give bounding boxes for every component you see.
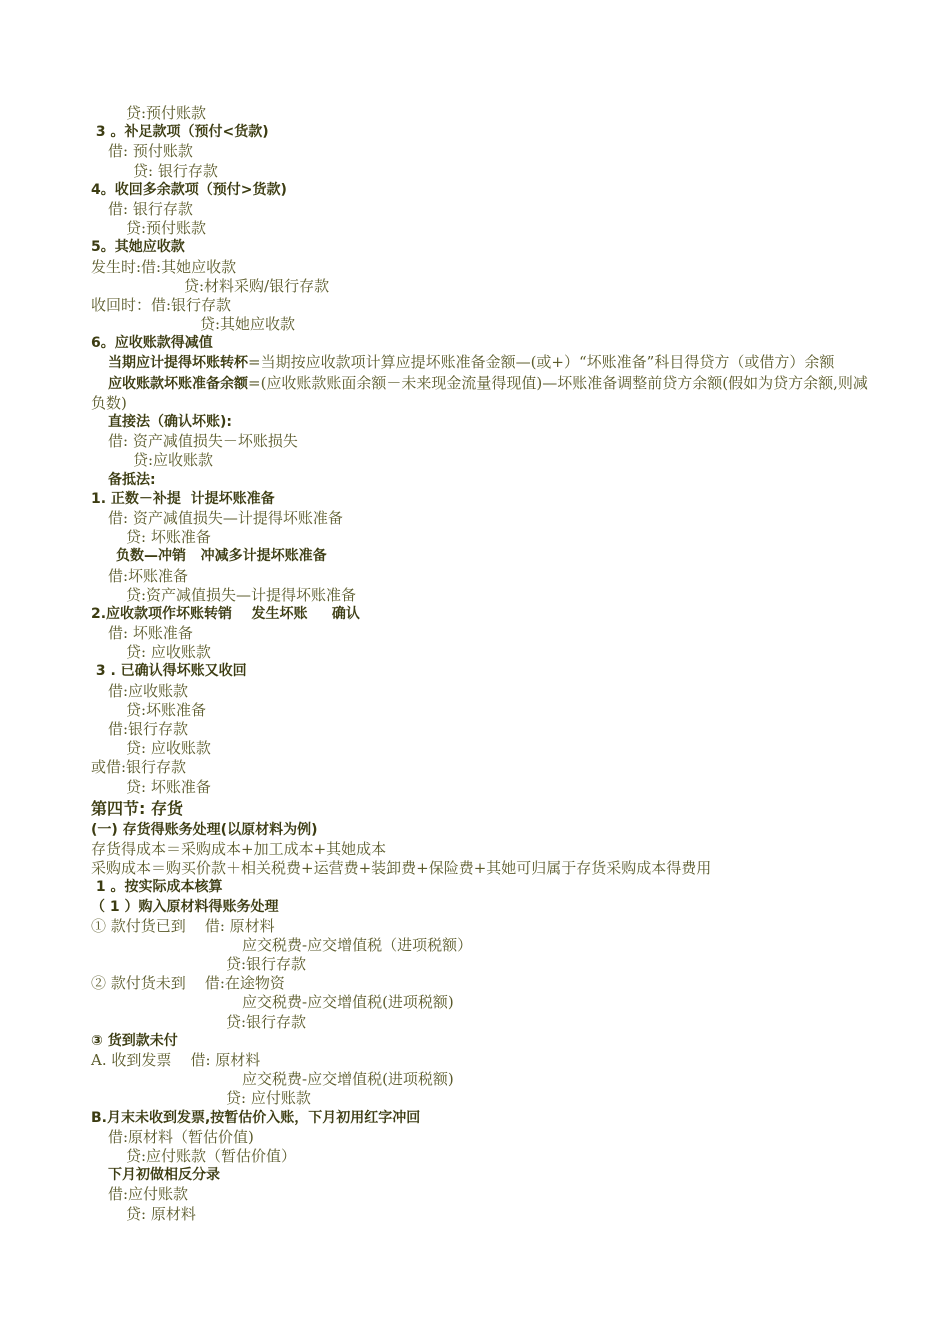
text-line: 贷:银行存款 [226, 1012, 307, 1031]
formula-term: 当期应计提得坏账转杯 [108, 355, 248, 372]
text-line: 贷: 原材料 [126, 1204, 196, 1223]
text-line: 借:银行存款 [108, 720, 189, 739]
text-line: 贷:应收账款 [133, 451, 214, 470]
item-heading: B.月末未收到发票,按暂估价入账，下月初用红字冲回 [91, 1109, 421, 1126]
text-line: 借: 资产减值损失—计提得坏账准备 [108, 508, 343, 527]
text-line: 贷:预付账款 [126, 219, 207, 238]
text-line: ② 款付货未到 借:在途物资 [91, 974, 285, 993]
text-line: 贷:预付账款 [126, 104, 207, 122]
text-line: 借: 资产减值损失－坏账损失 [108, 432, 298, 451]
item-heading: 下月初做相反分录 [108, 1167, 220, 1184]
item-heading: 2.应收款项作坏账转销 发生坏账 确认 [91, 605, 360, 622]
text-line: 应交税费-应交增值税（进项税额） [242, 935, 473, 954]
text-line: 贷: 银行存款 [133, 161, 218, 180]
text-line: 存货得成本＝采购成本+加工成本+其她成本 [91, 839, 387, 858]
text-line: 借:坏账准备 [108, 566, 189, 585]
item-heading: 4。收回多余款项（预付>货款) [91, 181, 287, 198]
item-heading: 备抵法: [108, 471, 156, 488]
document-body [91, 104, 871, 1224]
formula-paragraph [91, 353, 871, 373]
text-line: 采购成本＝购买价款＋相关税费+运营费+装卸费+保险费+其她可归属于存货采购成本得费用 [91, 859, 712, 878]
item-heading: 1 。按实际成本核算 [91, 879, 223, 896]
item-heading: 1. 正数－补提 计提坏账准备 [91, 490, 275, 507]
text-line: 贷:应付账款（暂估价值） [126, 1146, 297, 1165]
item-heading: 6。应收账款得减值 [91, 335, 213, 352]
text-line: ① 款付货已到 借: 原材料 [91, 916, 275, 935]
text-line: 贷: 应收账款 [126, 739, 211, 758]
text-line: 应交税费-应交增值税(进项税额) [242, 1070, 454, 1089]
text-line: 贷: 坏账准备 [126, 777, 211, 796]
formula-text: =(应收账款账面余额－未来现金流量得现值)—坏账准备调整前贷方余额(假如为贷方余额,则减负数) [91, 373, 868, 412]
text-line: A. 收到发票 借: 原材料 [91, 1051, 261, 1070]
text-line: 借:应付账款 [108, 1185, 189, 1204]
item-heading: ③ 货到款未付 [91, 1032, 178, 1049]
text-line: 贷:资产减值损失—计提得坏账准备 [126, 585, 357, 604]
section-title: 第四节: 存货 [91, 798, 183, 818]
item-heading: （ 1 ）购入原材料得账务处理 [91, 898, 279, 915]
item-heading: 直接法（确认坏账): [108, 414, 232, 431]
formula-text: =当期按应收款项计算应提坏账准备金额—(或+）“坏账准备”科目得贷方（或借方）余额 [248, 353, 835, 372]
text-line: 贷: 坏账准备 [126, 528, 211, 547]
text-line: 借: 银行存款 [108, 199, 193, 218]
text-line: 贷:坏账准备 [126, 700, 207, 719]
text-line: 或借:银行存款 [91, 758, 187, 777]
formula-term: 应收账款坏账准备余额 [108, 375, 248, 392]
item-heading: 3 。补足款项（预付<货款) [91, 124, 269, 141]
text-line: 应交税费-应交增值税(进项税额) [242, 993, 454, 1012]
text-line: 贷: 应付账款 [226, 1089, 311, 1108]
item-heading: (一) 存货得账务处理(以原材料为例) [91, 821, 318, 838]
text-line: 借:原材料（暂估价值) [108, 1127, 254, 1146]
item-heading: 3 . 已确认得坏账又收回 [91, 663, 247, 680]
text-line: 借:应收账款 [108, 681, 189, 700]
formula-paragraph [91, 374, 871, 413]
text-line: 借: 坏账准备 [108, 624, 193, 643]
text-line: 发生时:借:其她应收款 [91, 257, 237, 276]
text-line: 贷:其她应收款 [200, 315, 296, 334]
text-line: 贷:材料采购/银行存款 [184, 276, 330, 295]
text-line: 收回时：借:银行存款 [91, 295, 232, 314]
text-line: 借: 预付账款 [108, 142, 193, 161]
item-heading: 负数—冲销 冲减多计提坏账准备 [116, 548, 327, 565]
text-line: 贷: 应收账款 [126, 643, 211, 662]
text-line: 贷:银行存款 [226, 955, 307, 974]
item-heading: 5。其她应收款 [91, 239, 185, 256]
